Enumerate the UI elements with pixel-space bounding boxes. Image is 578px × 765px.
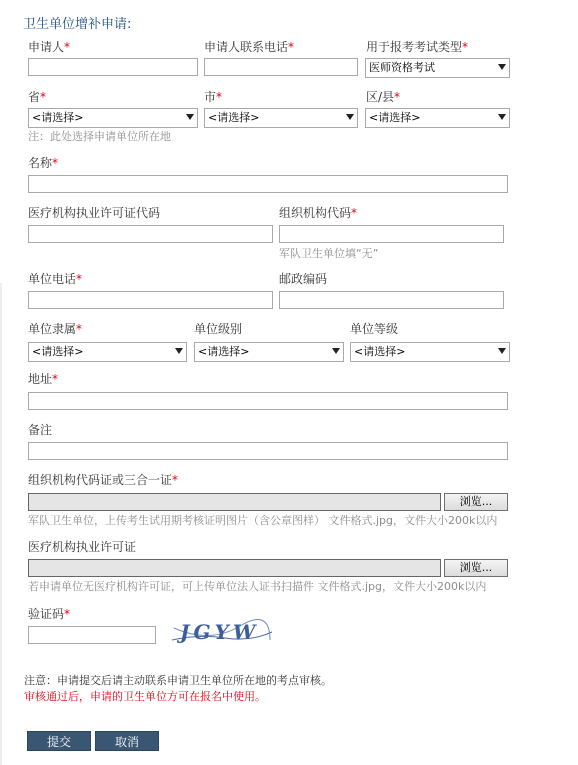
postal-code-label: 邮政编码 <box>279 272 328 286</box>
license-code-label: 医疗机构执业许可证代码 <box>28 206 161 220</box>
unit-grade-select[interactable]: <请选择> <box>350 342 510 362</box>
unit-phone-label: 单位电话* <box>28 272 83 286</box>
unit-grade-label: 单位等级 <box>350 322 399 336</box>
city-label: 市* <box>204 90 223 104</box>
dropdown-arrow-icon <box>498 64 506 70</box>
unit-level-select[interactable]: <请选择> <box>194 342 344 362</box>
affiliation-label: 单位隶属* <box>28 322 83 336</box>
unit-level-label: 单位级别 <box>194 322 243 336</box>
license-cert-hint: 若申请单位无医疗机构许可证，可上传单位法人证书扫描件 文件格式.jpg，文件大小200k以内 <box>28 580 487 593</box>
name-label: 名称* <box>28 156 59 170</box>
notice-line-2: 审核通过后，申请的卫生单位方可在报名中使用。 <box>24 690 266 703</box>
dropdown-arrow-icon <box>332 348 340 354</box>
captcha-text: JGYW <box>180 620 260 644</box>
applicant-phone-label: 申请人联系电话* <box>204 40 295 54</box>
applicant-label: 申请人* <box>28 40 71 54</box>
notice-line-1: 注意：申请提交后请主动联系申请卫生单位所在地的考点审核。 <box>24 674 332 687</box>
org-cert-hint: 军队卫生单位，上传考生试用期考核证明图片（含公章图样） 文件格式.jpg，文件大小200k以内 <box>28 514 498 527</box>
captcha-image[interactable] <box>170 614 274 648</box>
unit-phone-input[interactable] <box>28 291 273 309</box>
license-code-input[interactable] <box>28 225 273 243</box>
org-cert-label: 组织机构代码证或三合一证* <box>28 473 179 487</box>
province-label: 省* <box>28 90 47 104</box>
applicant-input[interactable] <box>28 58 198 76</box>
org-code-label: 组织机构代码* <box>279 206 358 220</box>
org-code-input[interactable] <box>279 225 504 243</box>
captcha-input[interactable] <box>28 626 156 644</box>
org-code-hint: 军队卫生单位填“无” <box>279 247 379 260</box>
dropdown-arrow-icon <box>346 114 354 120</box>
cancel-button[interactable]: 取消 <box>95 731 159 751</box>
exam-type-label: 用于报考考试类型* <box>366 40 469 54</box>
license-cert-file-field[interactable] <box>28 559 441 577</box>
region-note: 注：此处选择申请单位所在地 <box>28 130 171 143</box>
address-input[interactable] <box>28 392 508 410</box>
province-select[interactable]: <请选择> <box>28 108 198 128</box>
form-title: 卫生单位增补申请: <box>23 17 132 32</box>
affiliation-select[interactable]: <请选择> <box>28 342 187 362</box>
org-cert-file-field[interactable] <box>28 493 441 511</box>
remarks-input[interactable] <box>28 442 508 460</box>
city-select[interactable]: <请选择> <box>204 108 358 128</box>
org-cert-browse-button[interactable]: 浏览... <box>444 493 508 511</box>
dropdown-arrow-icon <box>498 114 506 120</box>
address-label: 地址* <box>28 372 59 386</box>
postal-code-input[interactable] <box>279 291 504 309</box>
license-cert-browse-button[interactable]: 浏览... <box>444 559 508 577</box>
district-label: 区/县* <box>366 90 401 104</box>
dropdown-arrow-icon <box>186 114 194 120</box>
submit-button[interactable]: 提交 <box>27 731 91 751</box>
remarks-label: 备注 <box>28 423 53 437</box>
license-cert-label: 医疗机构执业许可证 <box>28 540 137 554</box>
dropdown-arrow-icon <box>498 348 506 354</box>
page-left-edge <box>0 283 2 765</box>
dropdown-arrow-icon <box>175 348 183 354</box>
applicant-phone-input[interactable] <box>204 58 358 76</box>
district-select[interactable]: <请选择> <box>365 108 510 128</box>
captcha-label: 验证码* <box>28 607 71 621</box>
name-input[interactable] <box>28 175 508 193</box>
exam-type-select[interactable]: 医师资格考试 <box>365 58 510 78</box>
